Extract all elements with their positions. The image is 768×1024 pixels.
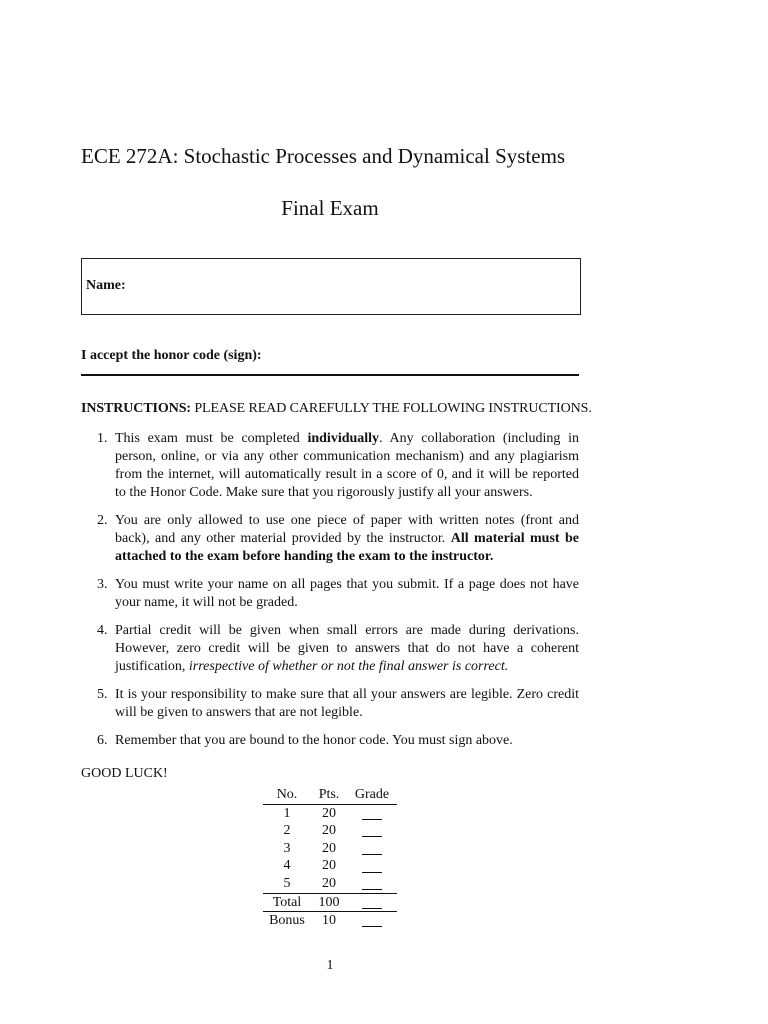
table-row <box>263 804 397 822</box>
table-row <box>263 840 397 858</box>
instruction-number: 1. <box>97 431 108 446</box>
problem-points: 20 <box>322 805 336 821</box>
instruction-number: 3. <box>97 577 108 592</box>
instructions-label: INSTRUCTIONS: <box>81 401 191 416</box>
problem-points: 20 <box>322 858 336 874</box>
problem-number: 5 <box>283 875 291 891</box>
instruction-text: Partial credit will be given when small errors are made during derivations. However, zero credit will be given to answers that do not have a coherent justification, <box>115 623 579 674</box>
total-label: Total <box>263 893 311 912</box>
instruction-number: 2. <box>97 513 108 528</box>
signature-line[interactable] <box>81 374 579 376</box>
grade-blank[interactable] <box>347 840 397 858</box>
header-no: No. <box>263 786 311 804</box>
instruction-item <box>81 732 579 750</box>
problem-number: 2 <box>283 823 291 839</box>
problem-points: 20 <box>322 823 336 839</box>
name-box[interactable] <box>81 258 581 315</box>
problem-points: 20 <box>322 875 336 891</box>
grade-blank[interactable] <box>347 857 397 875</box>
score-table <box>263 786 397 930</box>
grade-blank[interactable] <box>347 893 397 912</box>
header-grade: Grade <box>347 786 397 804</box>
instruction-bold-text: All material must be attached to the exam before handing the exam to the instructor. <box>115 531 579 564</box>
instruction-item <box>81 622 579 676</box>
score-table-header <box>263 786 397 804</box>
instruction-item <box>81 430 579 502</box>
exam-title: ECE 272A: Stochastic Processes and Dynamical Systems <box>81 144 566 168</box>
instruction-text: You are only allowed to use one piece of paper with written notes (front and back), and any other material provided by the instructor. <box>115 513 579 546</box>
grade-blank[interactable] <box>347 804 397 822</box>
bonus-row <box>263 912 397 930</box>
problem-points: 20 <box>322 840 336 856</box>
instructions-heading <box>81 401 592 417</box>
instruction-text: Remember that you are bound to the honor code. You must sign above. <box>115 733 513 748</box>
grade-blank[interactable] <box>347 912 397 930</box>
exam-subtitle: Final Exam <box>281 196 379 220</box>
bonus-points: 10 <box>322 913 336 929</box>
closing-text: GOOD LUCK! <box>81 766 168 781</box>
instruction-text: It is your responsibility to make sure that all your answers are legible. Zero credit will be given to answers that are not legible. <box>115 687 579 720</box>
grade-blank[interactable] <box>347 875 397 893</box>
problem-number: 1 <box>283 805 291 821</box>
instruction-item <box>81 512 579 566</box>
honor-code-label: I accept the honor code (sign): <box>81 348 262 363</box>
page-number: 1 <box>326 958 334 973</box>
name-label: Name: <box>86 278 126 293</box>
grade-blank[interactable] <box>347 822 397 840</box>
header-pts: Pts. <box>311 786 347 804</box>
instructions-heading-text: PLEASE READ CAREFULLY THE FOLLOWING INSTRUCTIONS. <box>194 401 592 416</box>
instruction-number: 5. <box>97 687 108 702</box>
instruction-text: You must write your name on all pages that you submit. If a page does not have your name, it will not be graded. <box>115 577 579 610</box>
problem-number: 3 <box>283 840 291 856</box>
table-row <box>263 857 397 875</box>
instruction-bold-text: individually <box>307 431 380 446</box>
total-row <box>263 893 397 912</box>
instruction-item <box>81 576 579 612</box>
table-row <box>263 822 397 840</box>
table-row <box>263 875 397 893</box>
instruction-item <box>81 686 579 722</box>
instructions-list <box>81 430 579 760</box>
instruction-number: 6. <box>97 733 108 748</box>
problem-number: 4 <box>283 858 291 874</box>
instruction-text: . Any collaboration (including in person, online, or via any other communication mechanism) and any plagiarism from the internet, will automatically result in a score of 0, and it will be reported to the Honor Code. Make sure that you rigorously justify all your answers. <box>115 431 579 500</box>
instruction-number: 4. <box>97 623 108 638</box>
instruction-italic-text: irrespective of whether or not the final answer is correct. <box>188 659 509 674</box>
total-points: 100 <box>311 893 347 912</box>
instruction-text: This exam must be completed <box>115 431 308 446</box>
bonus-label: Bonus <box>269 913 305 929</box>
